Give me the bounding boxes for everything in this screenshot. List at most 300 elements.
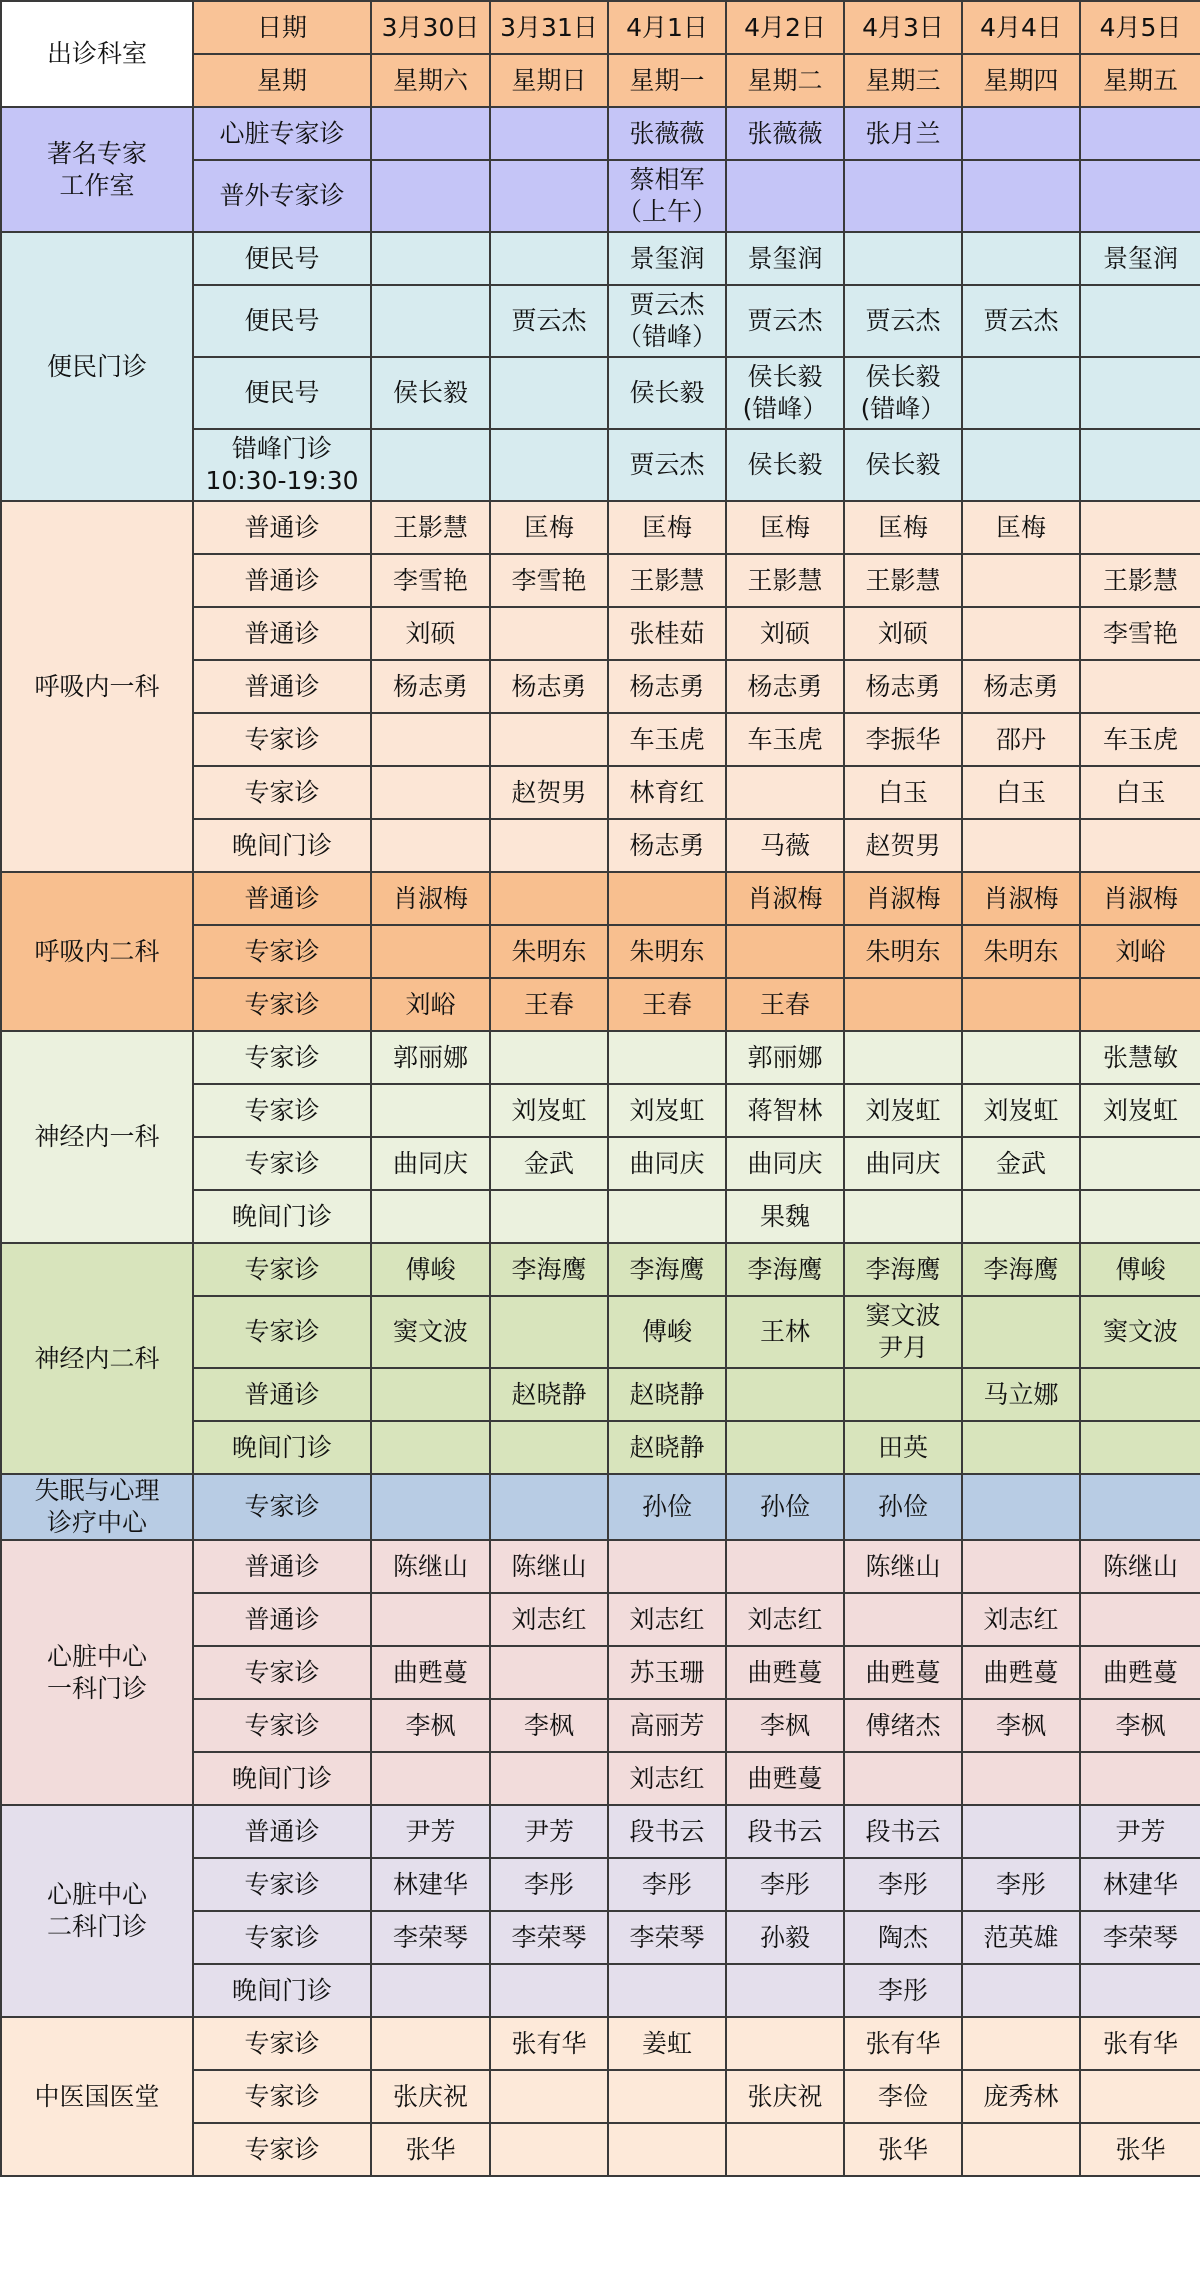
doctor-cell	[490, 1296, 608, 1368]
doctor-cell	[490, 1964, 608, 2017]
doctor-cell: 车玉虎	[608, 713, 726, 766]
date-cell: 3月30日	[371, 1, 490, 54]
doctor-cell: 蒋智林	[726, 1084, 844, 1137]
doctor-cell	[962, 1805, 1080, 1858]
doctor-cell: 傅峻	[1080, 1243, 1200, 1296]
date-cell: 4月1日	[608, 1, 726, 54]
doctor-cell: 李枫	[1080, 1699, 1200, 1752]
doctor-cell	[490, 872, 608, 925]
date-cell: 4月5日	[1080, 1, 1200, 54]
clinic-type-cell: 专家诊	[193, 1699, 371, 1752]
doctor-cell	[962, 819, 1080, 872]
doctor-cell: 段书云	[726, 1805, 844, 1858]
doctor-cell: 曲同庆	[726, 1137, 844, 1190]
doctor-cell: 王春	[490, 978, 608, 1031]
department-name-cell: 中医国医堂	[1, 2017, 193, 2176]
clinic-type-cell: 专家诊	[193, 1646, 371, 1699]
doctor-cell: 白玉	[962, 766, 1080, 819]
doctor-cell: 窦文波 尹月	[844, 1296, 962, 1368]
doctor-cell: 王影慧	[726, 554, 844, 607]
department-name-cell: 呼吸内一科	[1, 501, 193, 872]
doctor-cell: 李俭	[844, 2070, 962, 2123]
doctor-cell: 李彤	[844, 1964, 962, 2017]
doctor-cell	[1080, 1474, 1200, 1540]
doctor-cell: 景玺润	[608, 232, 726, 285]
doctor-cell: 侯长毅	[726, 429, 844, 501]
doctor-cell: 李振华	[844, 713, 962, 766]
doctor-cell	[962, 2123, 1080, 2176]
clinic-type-cell: 普通诊	[193, 1593, 371, 1646]
doctor-cell: 刘硕	[371, 607, 490, 660]
doctor-cell	[844, 232, 962, 285]
doctor-cell: 李枫	[962, 1699, 1080, 1752]
doctor-cell: 刘志红	[608, 1752, 726, 1805]
doctor-cell: 刘岌虹	[490, 1084, 608, 1137]
clinic-type-cell: 专家诊	[193, 1084, 371, 1137]
doctor-cell	[371, 232, 490, 285]
date-header-row	[1, 1, 1200, 54]
doctor-cell: 朱明东	[608, 925, 726, 978]
doctor-cell: 曲甦蔓	[726, 1752, 844, 1805]
doctor-cell: 景玺润	[1080, 232, 1200, 285]
doctor-cell: 王林	[726, 1296, 844, 1368]
schedule-row	[1, 501, 1200, 554]
doctor-cell	[962, 107, 1080, 160]
doctor-cell	[962, 607, 1080, 660]
doctor-cell: 王影慧	[1080, 554, 1200, 607]
doctor-cell: 匡梅	[844, 501, 962, 554]
clinic-type-cell: 普通诊	[193, 872, 371, 925]
doctor-cell: 段书云	[844, 1805, 962, 1858]
doctor-cell: 李彤	[962, 1858, 1080, 1911]
doctor-cell: 贾云杰 （错峰）	[608, 285, 726, 357]
clinic-type-cell: 普通诊	[193, 554, 371, 607]
doctor-cell	[490, 2070, 608, 2123]
department-name-cell: 呼吸内二科	[1, 872, 193, 1031]
clinic-type-cell: 专家诊	[193, 1243, 371, 1296]
clinic-type-cell: 专家诊	[193, 713, 371, 766]
doctor-cell: 刘峪	[1080, 925, 1200, 978]
doctor-cell	[962, 1474, 1080, 1540]
doctor-cell	[726, 2017, 844, 2070]
doctor-cell	[962, 1421, 1080, 1474]
doctor-cell: 曲甦蔓	[844, 1646, 962, 1699]
doctor-cell	[371, 2017, 490, 2070]
department-name-cell: 失眠与心理 诊疗中心	[1, 1474, 193, 1540]
doctor-cell	[1080, 357, 1200, 429]
doctor-cell: 车玉虎	[1080, 713, 1200, 766]
doctor-cell: 尹芳	[371, 1805, 490, 1858]
schedule-row	[1, 1031, 1200, 1084]
doctor-cell: 赵晓静	[608, 1421, 726, 1474]
doctor-cell	[1080, 285, 1200, 357]
doctor-cell	[844, 1031, 962, 1084]
doctor-cell	[371, 429, 490, 501]
clinic-type-cell: 晚间门诊	[193, 1421, 371, 1474]
doctor-cell	[608, 2070, 726, 2123]
clinic-type-cell: 专家诊	[193, 978, 371, 1031]
doctor-cell	[490, 1190, 608, 1243]
doctor-cell	[608, 1964, 726, 2017]
doctor-cell	[844, 1593, 962, 1646]
doctor-cell	[490, 429, 608, 501]
doctor-cell: 肖淑梅	[371, 872, 490, 925]
date-label-cell: 日期	[193, 1, 371, 54]
doctor-cell: 李枫	[490, 1699, 608, 1752]
doctor-cell: 林建华	[1080, 1858, 1200, 1911]
doctor-cell	[371, 1368, 490, 1421]
doctor-cell	[726, 925, 844, 978]
doctor-cell: 朱明东	[490, 925, 608, 978]
doctor-cell	[371, 160, 490, 232]
doctor-cell	[962, 160, 1080, 232]
doctor-cell: 陈继山	[490, 1540, 608, 1593]
doctor-cell: 张慧敏	[1080, 1031, 1200, 1084]
weekday-cell: 星期六	[371, 54, 490, 107]
doctor-cell: 朱明东	[962, 925, 1080, 978]
doctor-cell: 张庆祝	[726, 2070, 844, 2123]
doctor-cell: 匡梅	[490, 501, 608, 554]
doctor-cell: 李海鹰	[490, 1243, 608, 1296]
doctor-cell: 刘志红	[608, 1593, 726, 1646]
doctor-cell	[371, 1190, 490, 1243]
doctor-cell	[962, 1964, 1080, 2017]
doctor-cell	[490, 1031, 608, 1084]
clinic-type-cell: 普通诊	[193, 501, 371, 554]
date-cell: 4月4日	[962, 1, 1080, 54]
doctor-cell: 范英雄	[962, 1911, 1080, 1964]
schedule-row	[1, 872, 1200, 925]
doctor-cell: 张有华	[1080, 2017, 1200, 2070]
doctor-cell: 张华	[371, 2123, 490, 2176]
doctor-cell: 李海鹰	[608, 1243, 726, 1296]
clinic-type-cell: 专家诊	[193, 1858, 371, 1911]
doctor-cell: 孙俭	[726, 1474, 844, 1540]
clinic-type-cell: 专家诊	[193, 1296, 371, 1368]
doctor-cell	[1080, 1752, 1200, 1805]
doctor-cell	[962, 357, 1080, 429]
schedule-row	[1, 2017, 1200, 2070]
doctor-cell: 孙俭	[608, 1474, 726, 1540]
doctor-cell	[726, 1964, 844, 2017]
clinic-type-cell: 普通诊	[193, 607, 371, 660]
doctor-cell: 杨志勇	[371, 660, 490, 713]
clinic-type-cell: 便民号	[193, 232, 371, 285]
doctor-cell: 刘硕	[844, 607, 962, 660]
doctor-cell	[726, 1368, 844, 1421]
doctor-cell	[1080, 1190, 1200, 1243]
doctor-cell: 杨志勇	[962, 660, 1080, 713]
doctor-cell	[1080, 660, 1200, 713]
doctor-cell	[844, 1190, 962, 1243]
doctor-cell: 马薇	[726, 819, 844, 872]
doctor-cell	[490, 107, 608, 160]
clinic-type-cell: 专家诊	[193, 2123, 371, 2176]
doctor-cell	[962, 232, 1080, 285]
date-cell: 4月3日	[844, 1, 962, 54]
doctor-cell	[371, 1421, 490, 1474]
clinic-type-cell: 普通诊	[193, 1368, 371, 1421]
doctor-cell: 李海鹰	[962, 1243, 1080, 1296]
doctor-cell	[371, 1084, 490, 1137]
doctor-cell: 贾云杰	[844, 285, 962, 357]
date-cell: 3月31日	[490, 1, 608, 54]
doctor-cell: 车玉虎	[726, 713, 844, 766]
doctor-cell	[371, 819, 490, 872]
doctor-cell	[1080, 160, 1200, 232]
weekday-cell: 星期三	[844, 54, 962, 107]
doctor-cell	[371, 766, 490, 819]
doctor-cell: 刘志红	[962, 1593, 1080, 1646]
doctor-cell: 傅绪杰	[844, 1699, 962, 1752]
doctor-cell: 侯长毅 (错峰）	[726, 357, 844, 429]
doctor-cell: 姜虹	[608, 2017, 726, 2070]
doctor-cell: 李雪艳	[371, 554, 490, 607]
clinic-type-cell: 晚间门诊	[193, 819, 371, 872]
doctor-cell: 李荣琴	[1080, 1911, 1200, 1964]
doctor-cell: 苏玉珊	[608, 1646, 726, 1699]
doctor-cell: 杨志勇	[844, 660, 962, 713]
doctor-cell: 林育红	[608, 766, 726, 819]
doctor-cell: 曲同庆	[608, 1137, 726, 1190]
doctor-cell: 王影慧	[608, 554, 726, 607]
doctor-cell	[371, 925, 490, 978]
doctor-cell: 田英	[844, 1421, 962, 1474]
doctor-cell: 傅峻	[371, 1243, 490, 1296]
doctor-cell: 尹芳	[490, 1805, 608, 1858]
doctor-cell	[1080, 2070, 1200, 2123]
doctor-cell: 李枫	[726, 1699, 844, 1752]
doctor-cell	[962, 1190, 1080, 1243]
doctor-cell: 王春	[608, 978, 726, 1031]
doctor-cell: 窦文波	[1080, 1296, 1200, 1368]
weekday-cell: 星期一	[608, 54, 726, 107]
doctor-cell: 刘志红	[726, 1593, 844, 1646]
doctor-cell: 匡梅	[962, 501, 1080, 554]
doctor-cell: 杨志勇	[726, 660, 844, 713]
doctor-cell	[962, 1031, 1080, 1084]
doctor-cell: 高丽芳	[608, 1699, 726, 1752]
doctor-cell: 王影慧	[371, 501, 490, 554]
doctor-cell	[490, 607, 608, 660]
schedule-row	[1, 107, 1200, 160]
doctor-cell: 肖淑梅	[844, 872, 962, 925]
doctor-cell: 傅峻	[608, 1296, 726, 1368]
doctor-cell: 陈继山	[1080, 1540, 1200, 1593]
doctor-cell: 张有华	[844, 2017, 962, 2070]
doctor-cell	[490, 819, 608, 872]
schedule-row	[1, 1805, 1200, 1858]
doctor-cell: 李彤	[726, 1858, 844, 1911]
clinic-type-cell: 便民号	[193, 357, 371, 429]
clinic-type-cell: 专家诊	[193, 925, 371, 978]
doctor-cell: 张月兰	[844, 107, 962, 160]
clinic-type-cell: 专家诊	[193, 1031, 371, 1084]
department-name-cell: 神经内二科	[1, 1243, 193, 1474]
doctor-cell: 曲甦蔓	[1080, 1646, 1200, 1699]
schedule-body	[1, 1, 1200, 2176]
doctor-cell: 张有华	[490, 2017, 608, 2070]
doctor-cell	[962, 429, 1080, 501]
doctor-cell: 匡梅	[726, 501, 844, 554]
doctor-cell: 王影慧	[844, 554, 962, 607]
doctor-cell: 李荣琴	[608, 1911, 726, 1964]
doctor-cell: 李彤	[490, 1858, 608, 1911]
doctor-cell: 张华	[1080, 2123, 1200, 2176]
doctor-cell	[962, 1296, 1080, 1368]
doctor-cell: 肖淑梅	[726, 872, 844, 925]
doctor-cell: 李彤	[844, 1858, 962, 1911]
weekday-cell: 星期日	[490, 54, 608, 107]
doctor-cell: 肖淑梅	[1080, 872, 1200, 925]
doctor-cell: 窦文波	[371, 1296, 490, 1368]
doctor-cell: 赵贺男	[844, 819, 962, 872]
doctor-cell	[608, 2123, 726, 2176]
clinic-type-cell: 便民号	[193, 285, 371, 357]
doctor-cell	[371, 1964, 490, 2017]
doctor-cell	[1080, 819, 1200, 872]
doctor-cell: 贾云杰	[726, 285, 844, 357]
clinic-type-cell: 晚间门诊	[193, 1190, 371, 1243]
doctor-cell	[490, 1752, 608, 1805]
doctor-cell	[490, 713, 608, 766]
doctor-cell: 杨志勇	[490, 660, 608, 713]
department-name-cell: 著名专家 工作室	[1, 107, 193, 232]
doctor-cell	[490, 1646, 608, 1699]
doctor-cell: 李海鹰	[726, 1243, 844, 1296]
doctor-cell: 陶杰	[844, 1911, 962, 1964]
weekday-cell: 星期五	[1080, 54, 1200, 107]
doctor-cell	[608, 1031, 726, 1084]
doctor-cell: 张庆祝	[371, 2070, 490, 2123]
doctor-cell	[962, 554, 1080, 607]
doctor-cell: 刘硕	[726, 607, 844, 660]
doctor-cell	[962, 1540, 1080, 1593]
doctor-cell: 庞秀林	[962, 2070, 1080, 2123]
schedule-row	[1, 1243, 1200, 1296]
clinic-type-cell: 普外专家诊	[193, 160, 371, 232]
department-name-cell: 神经内一科	[1, 1031, 193, 1243]
doctor-cell	[371, 1593, 490, 1646]
doctor-cell: 白玉	[1080, 766, 1200, 819]
clinic-type-cell: 专家诊	[193, 1474, 371, 1540]
doctor-cell: 马立娜	[962, 1368, 1080, 1421]
doctor-cell: 郭丽娜	[726, 1031, 844, 1084]
doctor-cell: 李枫	[371, 1699, 490, 1752]
doctor-cell: 侯长毅	[371, 357, 490, 429]
doctor-cell: 刘岌虹	[608, 1084, 726, 1137]
clinic-type-cell: 普通诊	[193, 660, 371, 713]
doctor-cell	[726, 160, 844, 232]
schedule-row	[1, 1540, 1200, 1593]
doctor-cell: 赵晓静	[608, 1368, 726, 1421]
doctor-cell	[1080, 1421, 1200, 1474]
doctor-cell: 朱明东	[844, 925, 962, 978]
doctor-cell: 曲同庆	[371, 1137, 490, 1190]
doctor-cell: 曲甦蔓	[726, 1646, 844, 1699]
doctor-cell: 张桂茹	[608, 607, 726, 660]
doctor-cell	[962, 978, 1080, 1031]
clinic-type-cell: 专家诊	[193, 766, 371, 819]
clinic-type-cell: 专家诊	[193, 2017, 371, 2070]
doctor-cell: 李荣琴	[490, 1911, 608, 1964]
doctor-cell: 陈继山	[371, 1540, 490, 1593]
doctor-cell: 蔡相军 （上午）	[608, 160, 726, 232]
doctor-cell: 李雪艳	[490, 554, 608, 607]
doctor-cell	[490, 357, 608, 429]
doctor-cell: 曲甦蔓	[371, 1646, 490, 1699]
doctor-cell: 陈继山	[844, 1540, 962, 1593]
clinic-type-cell: 心脏专家诊	[193, 107, 371, 160]
clinic-type-cell: 普通诊	[193, 1540, 371, 1593]
clinic-type-cell: 专家诊	[193, 2070, 371, 2123]
weekday-cell: 星期二	[726, 54, 844, 107]
department-name-cell: 心脏中心 一科门诊	[1, 1540, 193, 1805]
doctor-cell: 李雪艳	[1080, 607, 1200, 660]
clinic-type-cell: 专家诊	[193, 1911, 371, 1964]
schedule-row	[1, 1474, 1200, 1540]
doctor-cell	[608, 1190, 726, 1243]
dept-header-cell: 出诊科室	[1, 1, 193, 107]
doctor-cell	[490, 1421, 608, 1474]
doctor-cell: 贾云杰	[490, 285, 608, 357]
doctor-cell: 张薇薇	[726, 107, 844, 160]
doctor-cell	[726, 2123, 844, 2176]
schedule-row	[1, 232, 1200, 285]
doctor-cell: 侯长毅	[608, 357, 726, 429]
doctor-cell	[1080, 978, 1200, 1031]
doctor-cell: 尹芳	[1080, 1805, 1200, 1858]
doctor-cell	[962, 1752, 1080, 1805]
doctor-cell: 金武	[962, 1137, 1080, 1190]
doctor-cell: 刘岌虹	[1080, 1084, 1200, 1137]
doctor-cell: 刘志红	[490, 1593, 608, 1646]
doctor-cell: 果魏	[726, 1190, 844, 1243]
doctor-cell	[490, 160, 608, 232]
clinic-type-cell: 专家诊	[193, 1137, 371, 1190]
doctor-cell	[1080, 501, 1200, 554]
doctor-cell: 刘峪	[371, 978, 490, 1031]
doctor-cell: 曲甦蔓	[962, 1646, 1080, 1699]
doctor-cell: 景玺润	[726, 232, 844, 285]
clinic-type-cell: 普通诊	[193, 1805, 371, 1858]
doctor-cell: 段书云	[608, 1805, 726, 1858]
doctor-cell: 刘岌虹	[844, 1084, 962, 1137]
doctor-cell	[1080, 1137, 1200, 1190]
doctor-cell: 孙毅	[726, 1911, 844, 1964]
doctor-cell: 李荣琴	[371, 1911, 490, 1964]
doctor-cell: 李彤	[608, 1858, 726, 1911]
doctor-cell	[962, 2017, 1080, 2070]
doctor-cell	[1080, 1964, 1200, 2017]
doctor-cell	[1080, 1368, 1200, 1421]
doctor-cell: 肖淑梅	[962, 872, 1080, 925]
doctor-cell	[608, 872, 726, 925]
doctor-cell: 贾云杰	[962, 285, 1080, 357]
doctor-cell: 侯长毅 (错峰）	[844, 357, 962, 429]
doctor-cell: 张华	[844, 2123, 962, 2176]
doctor-cell	[371, 713, 490, 766]
department-name-cell: 心脏中心 二科门诊	[1, 1805, 193, 2017]
doctor-cell: 曲同庆	[844, 1137, 962, 1190]
doctor-cell: 孙俭	[844, 1474, 962, 1540]
doctor-cell: 郭丽娜	[371, 1031, 490, 1084]
doctor-cell: 杨志勇	[608, 819, 726, 872]
clinic-type-cell: 晚间门诊	[193, 1964, 371, 2017]
doctor-cell: 匡梅	[608, 501, 726, 554]
doctor-cell: 金武	[490, 1137, 608, 1190]
doctor-cell	[844, 978, 962, 1031]
